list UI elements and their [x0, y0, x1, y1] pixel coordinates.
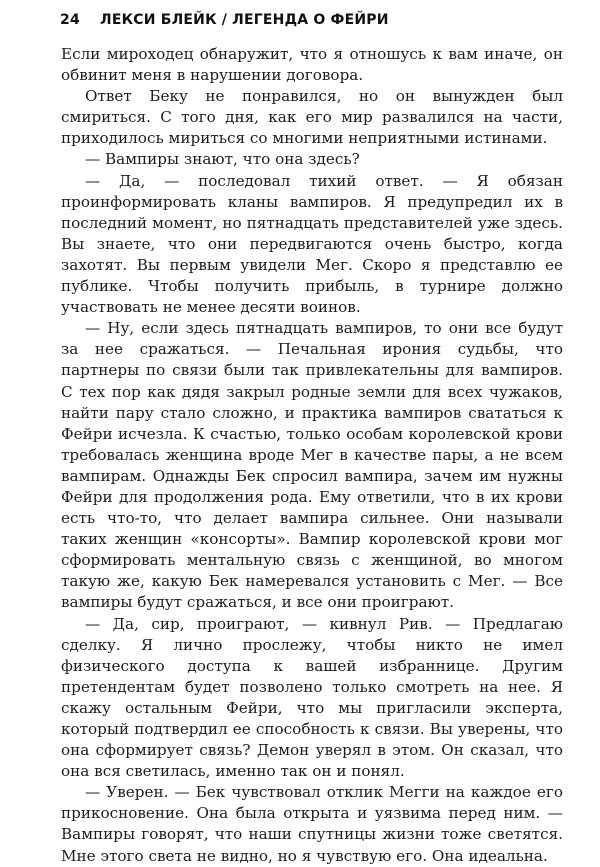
page-header — [60, 12, 570, 36]
page-number: 24 — [60, 12, 80, 28]
paragraph: — Да, сир, проиграют, — кивнул Рив. — Предлагаю сделку. Я лично прослежу, чтобы никто не имел физического доступа к вашей избраннице. Другим претендентам будет позволено только смотреть на нее. Я скажу остальным Фейри, что мы пригласили эксперта, который подтвердил ее способность к связи. Вы уверены, что она сформирует связь? Демон уверял в этом. Он сказал, что она вся светилась, именно так он и понял. — [61, 614, 563, 781]
paragraph: — Ну, если здесь пятнадцать вампиров, то они все будут за нее сражаться. — Печальная ирония судьбы, что партнеры по связи были так привлекательны для вампиров. С тех пор как дядя закрыл родные земли для всех чужаков, найти пару стало сложно, и практика вампиров свататься к Фейри исчезла. К счастью, только особам королевской крови требовалась женщина вроде Мег в качестве пары, а не всем вампирам. Однажды Бек спросил вампира, зачем им нужны Фейри для продолжения рода. Ему ответили, что в их крови есть что-то, что делает вампира сильнее. Они называли таких женщин «консорты». Вампир королевской крови мог сформировать ментальную связь с женщиной, во многом такую же, какую Бек намеревался установить с Мег. — Все вампиры будут сражаться, и все они проиграют. — [61, 319, 563, 612]
body-text — [61, 44, 563, 867]
paragraph: — Да, — последовал тихий ответ. — Я обязан проинформировать кланы вампиров. Я предупредил их в последний момент, но пятнадцать представителей уже здесь. Вы знаете, что они передвигаются очень быстро, когда захотят. Вы первым увидели Мег. Скоро я представлю ее публике. Чтобы получить прибыль, в турнире должно участвовать не менее десяти воинов. — [61, 171, 563, 317]
paragraph: Ответ Беку не понравился, но он вынужден был смириться. С того дня, как его мир развалился на части, приходилось мириться со многими неприятными истинами. — [61, 87, 563, 148]
paragraph: — Вампиры знают, что она здесь? — [85, 150, 360, 169]
paragraph: Если мироходец обнаружит, что я отношусь к вам иначе, он обвинит меня в нарушении договора. — [61, 45, 563, 85]
paragraph: — Уверен. — Бек чувствовал отклик Мегги на каждое его прикосновение. Она была открыта и уязвима перед ним. — Вампиры говорят, что наши спутницы жизни тоже светятся. Мне этого света не видно, но я чувствую его. Она идеальна. — [61, 783, 563, 865]
running-title: ЛЕКСИ БЛЕЙК / ЛЕГЕНДА О ФЕЙРИ — [100, 12, 389, 28]
